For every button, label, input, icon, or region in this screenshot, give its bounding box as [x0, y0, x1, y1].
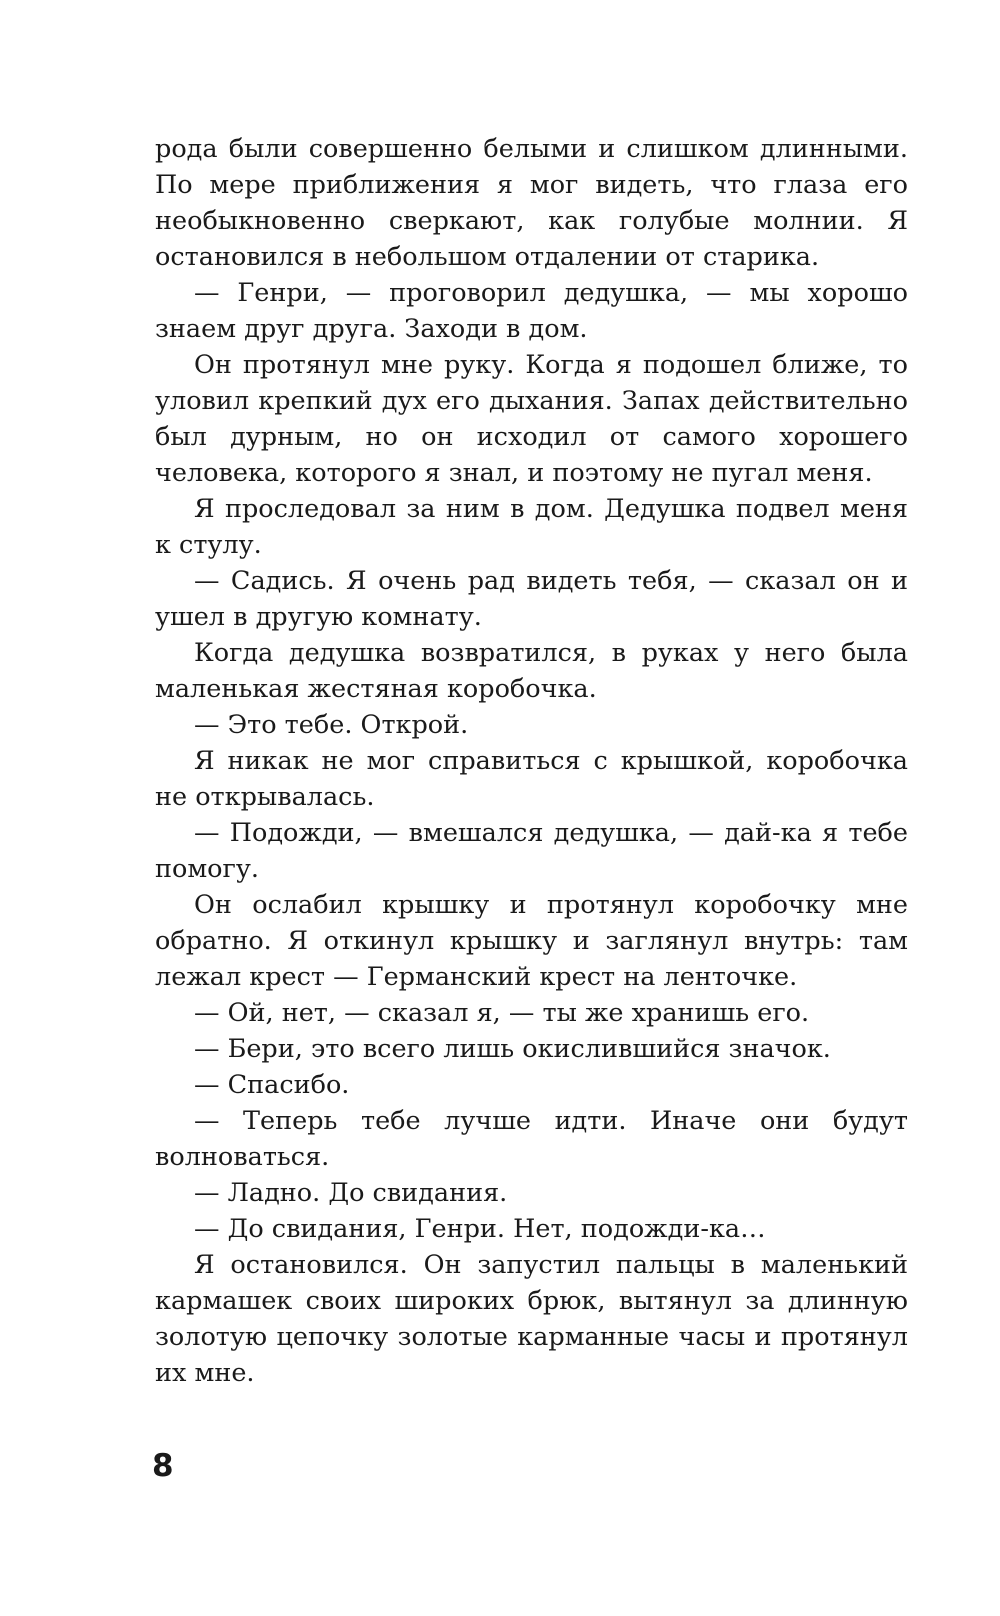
- paragraph: — Это тебе. Открой.: [194, 710, 469, 740]
- paragraph: Он ослабил крышку и протянул коробочку мне обратно. Я откинул крышку и заглянул внутрь: там лежал крест — Германский крест на ленточке.: [155, 890, 908, 992]
- paragraph: — Ладно. До свидания.: [194, 1178, 508, 1208]
- paragraph: Я проследовал за ним в дом. Дедушка подвел меня к стулу.: [155, 494, 908, 560]
- paragraph: Он протянул мне руку. Когда я подошел ближе, то уловил крепкий дух его дыхания. Запах действительно был дурным, но он исходил от самого хорошего человека, которого я знал, и поэтому не пугал меня.: [155, 350, 908, 488]
- paragraph: Когда дедушка возвратился, в руках у него была маленькая жестяная коробочка.: [155, 638, 908, 704]
- paragraph: — Генри, — проговорил дедушка, — мы хорошо знаем друг друга. Заходи в дом.: [155, 278, 908, 344]
- paragraph: — Бери, это всего лишь окислившийся значок.: [194, 1034, 831, 1064]
- paragraph: — Подожди, — вмешался дедушка, — дай-ка я тебе помогу.: [155, 818, 908, 884]
- paragraph: Я остановился. Он запустил пальцы в маленький кармашек своих широких брюк, вытянул за длинную золотую цепочку золотые карманные часы и протянул их мне.: [155, 1250, 908, 1388]
- paragraph: — Садись. Я очень рад видеть тебя, — сказал он и ушел в другую комнату.: [155, 566, 908, 632]
- page-number: 8: [152, 1448, 174, 1484]
- page-body-text: [155, 131, 908, 1391]
- paragraph: — Теперь тебе лучше идти. Иначе они будут волноваться.: [155, 1106, 908, 1172]
- paragraph: Я никак не мог справиться с крышкой, коробочка не открывалась.: [155, 746, 908, 812]
- paragraph: — До свидания, Генри. Нет, подожди-ка…: [194, 1214, 766, 1244]
- paragraph: — Ой, нет, — сказал я, — ты же хранишь его.: [194, 998, 810, 1028]
- paragraph: — Спасибо.: [194, 1070, 350, 1100]
- paragraph: рода были совершенно белыми и слишком длинными. По мере приближения я мог видеть, что глаза его необыкновенно сверкают, как голубые молнии. Я остановился в небольшом отдалении от старика.: [155, 134, 908, 272]
